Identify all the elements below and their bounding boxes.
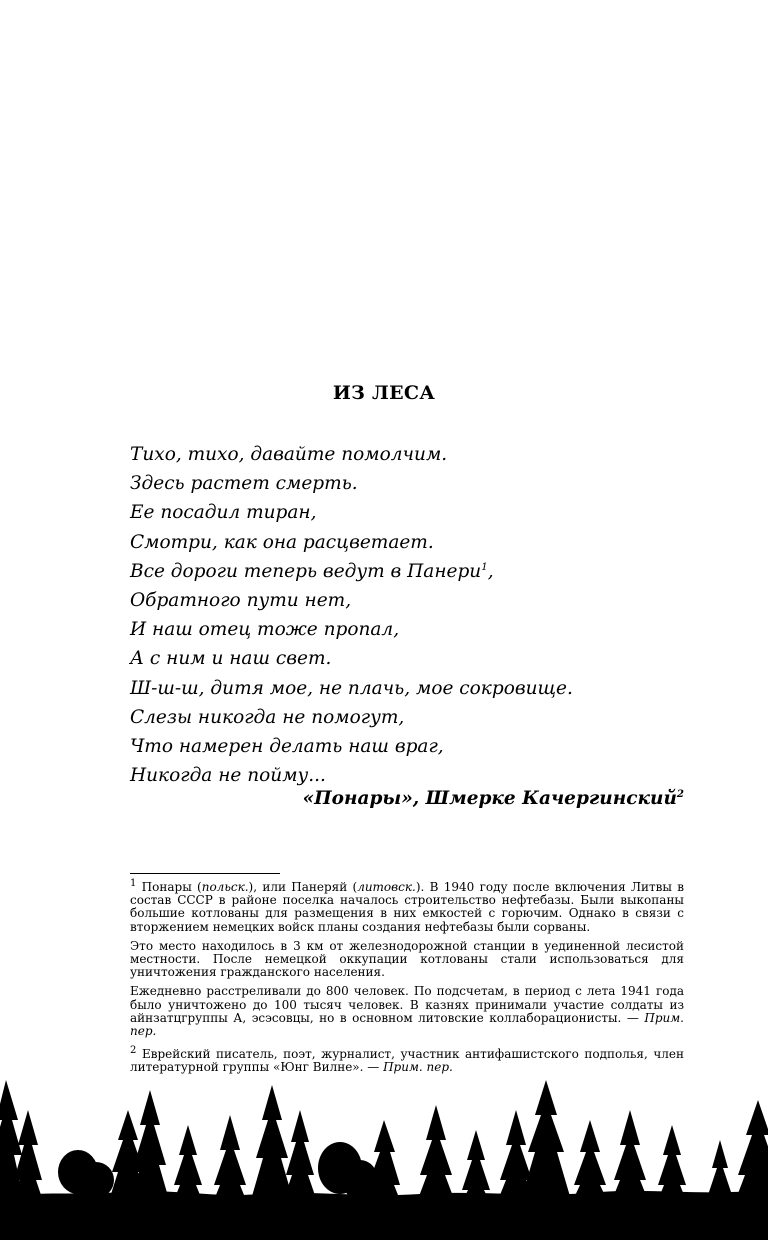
footnote-divider [130,873,280,874]
footnote-text: ), или Панеряй ( [248,880,358,894]
poem-line: Ее посадил тиран, [130,502,317,524]
footnote-text: Ежедневно расстреливали до 800 человек. По подсчетам, в период с лета 1941 года было уничтожено до 100 тысяч человек. В казнях принимали участие солдаты из айнзатцгруппы А, эсэсовцы, но в основном литовские коллаборационисты. — [130,984,684,1025]
footnote-italic: польск. [201,880,249,894]
footnotes [130,877,684,1081]
attribution-text: «Понары», Шмерке Качергинский [302,788,677,809]
footnote-1-para-2: Это место находилось в 3 км от железнодорожной станции в уединенной лесистой местности. После немецкой оккупации котлованы стали использоваться для уничтожения гражданского населения. [130,938,684,980]
poem-line: А с ним и наш свет. [130,648,332,670]
footnote-text: ). В 1940 году после включения Литвы в состав СССР в районе поселка началось строительство нефтебазы. Были выкопаны большие котлованы для размещения в них емкостей с горючим. Однако в связи с вторжением немецких войск планы создания нефтебазы были сорваны. [130,880,684,934]
poem-line: Слезы никогда не помогут, [130,706,405,728]
poem-line-text: Все дороги теперь ведут в Панери [130,560,482,582]
footnote-ref-1: 1 [481,561,488,573]
footnote-2-mark: 2 [130,1045,137,1057]
footnote-text: Понары ( [141,880,202,894]
footnote-italic: литовск. [357,880,416,894]
poem-line: Смотри, как она расцветает. [130,531,434,553]
footnote-1-para-3 [130,985,684,1038]
forest-silhouette-illustration [0,1080,768,1240]
footnote-italic: Прим. пер. [383,1060,453,1075]
footnote-text: Еврейский писатель, поэт, журналист, участник антифашистского подполья, член литературной группы «Юнг Вилне». — [130,1047,684,1075]
poem-line: И наш отец тоже пропал, [130,619,400,641]
poem-line-punct: , [487,560,494,582]
poem-line: Ш-ш-ш, дитя мое, не плачь, мое сокровище. [130,677,573,699]
footnote-2 [130,1044,684,1074]
poem-line: Никогда не пойму... [130,765,326,787]
poem-line: Обратного пути нет, [130,590,352,612]
footnote-1-para-1 [130,877,684,934]
poem-line-with-footnote [130,557,690,586]
footnote-ref-2: 2 [676,787,684,800]
poem-line: Здесь растет смерть. [130,473,358,495]
poem-attribution [303,788,684,809]
footnote-1-mark: 1 [130,878,137,889]
footnote-italic: Прим. пер. [130,1010,684,1039]
poem-line: Что намерен делать наш враг, [130,736,444,758]
poem [130,440,690,790]
chapter-title: ИЗ ЛЕСА [332,382,436,404]
poem-line: Тихо, тихо, давайте помолчим. [130,444,448,465]
